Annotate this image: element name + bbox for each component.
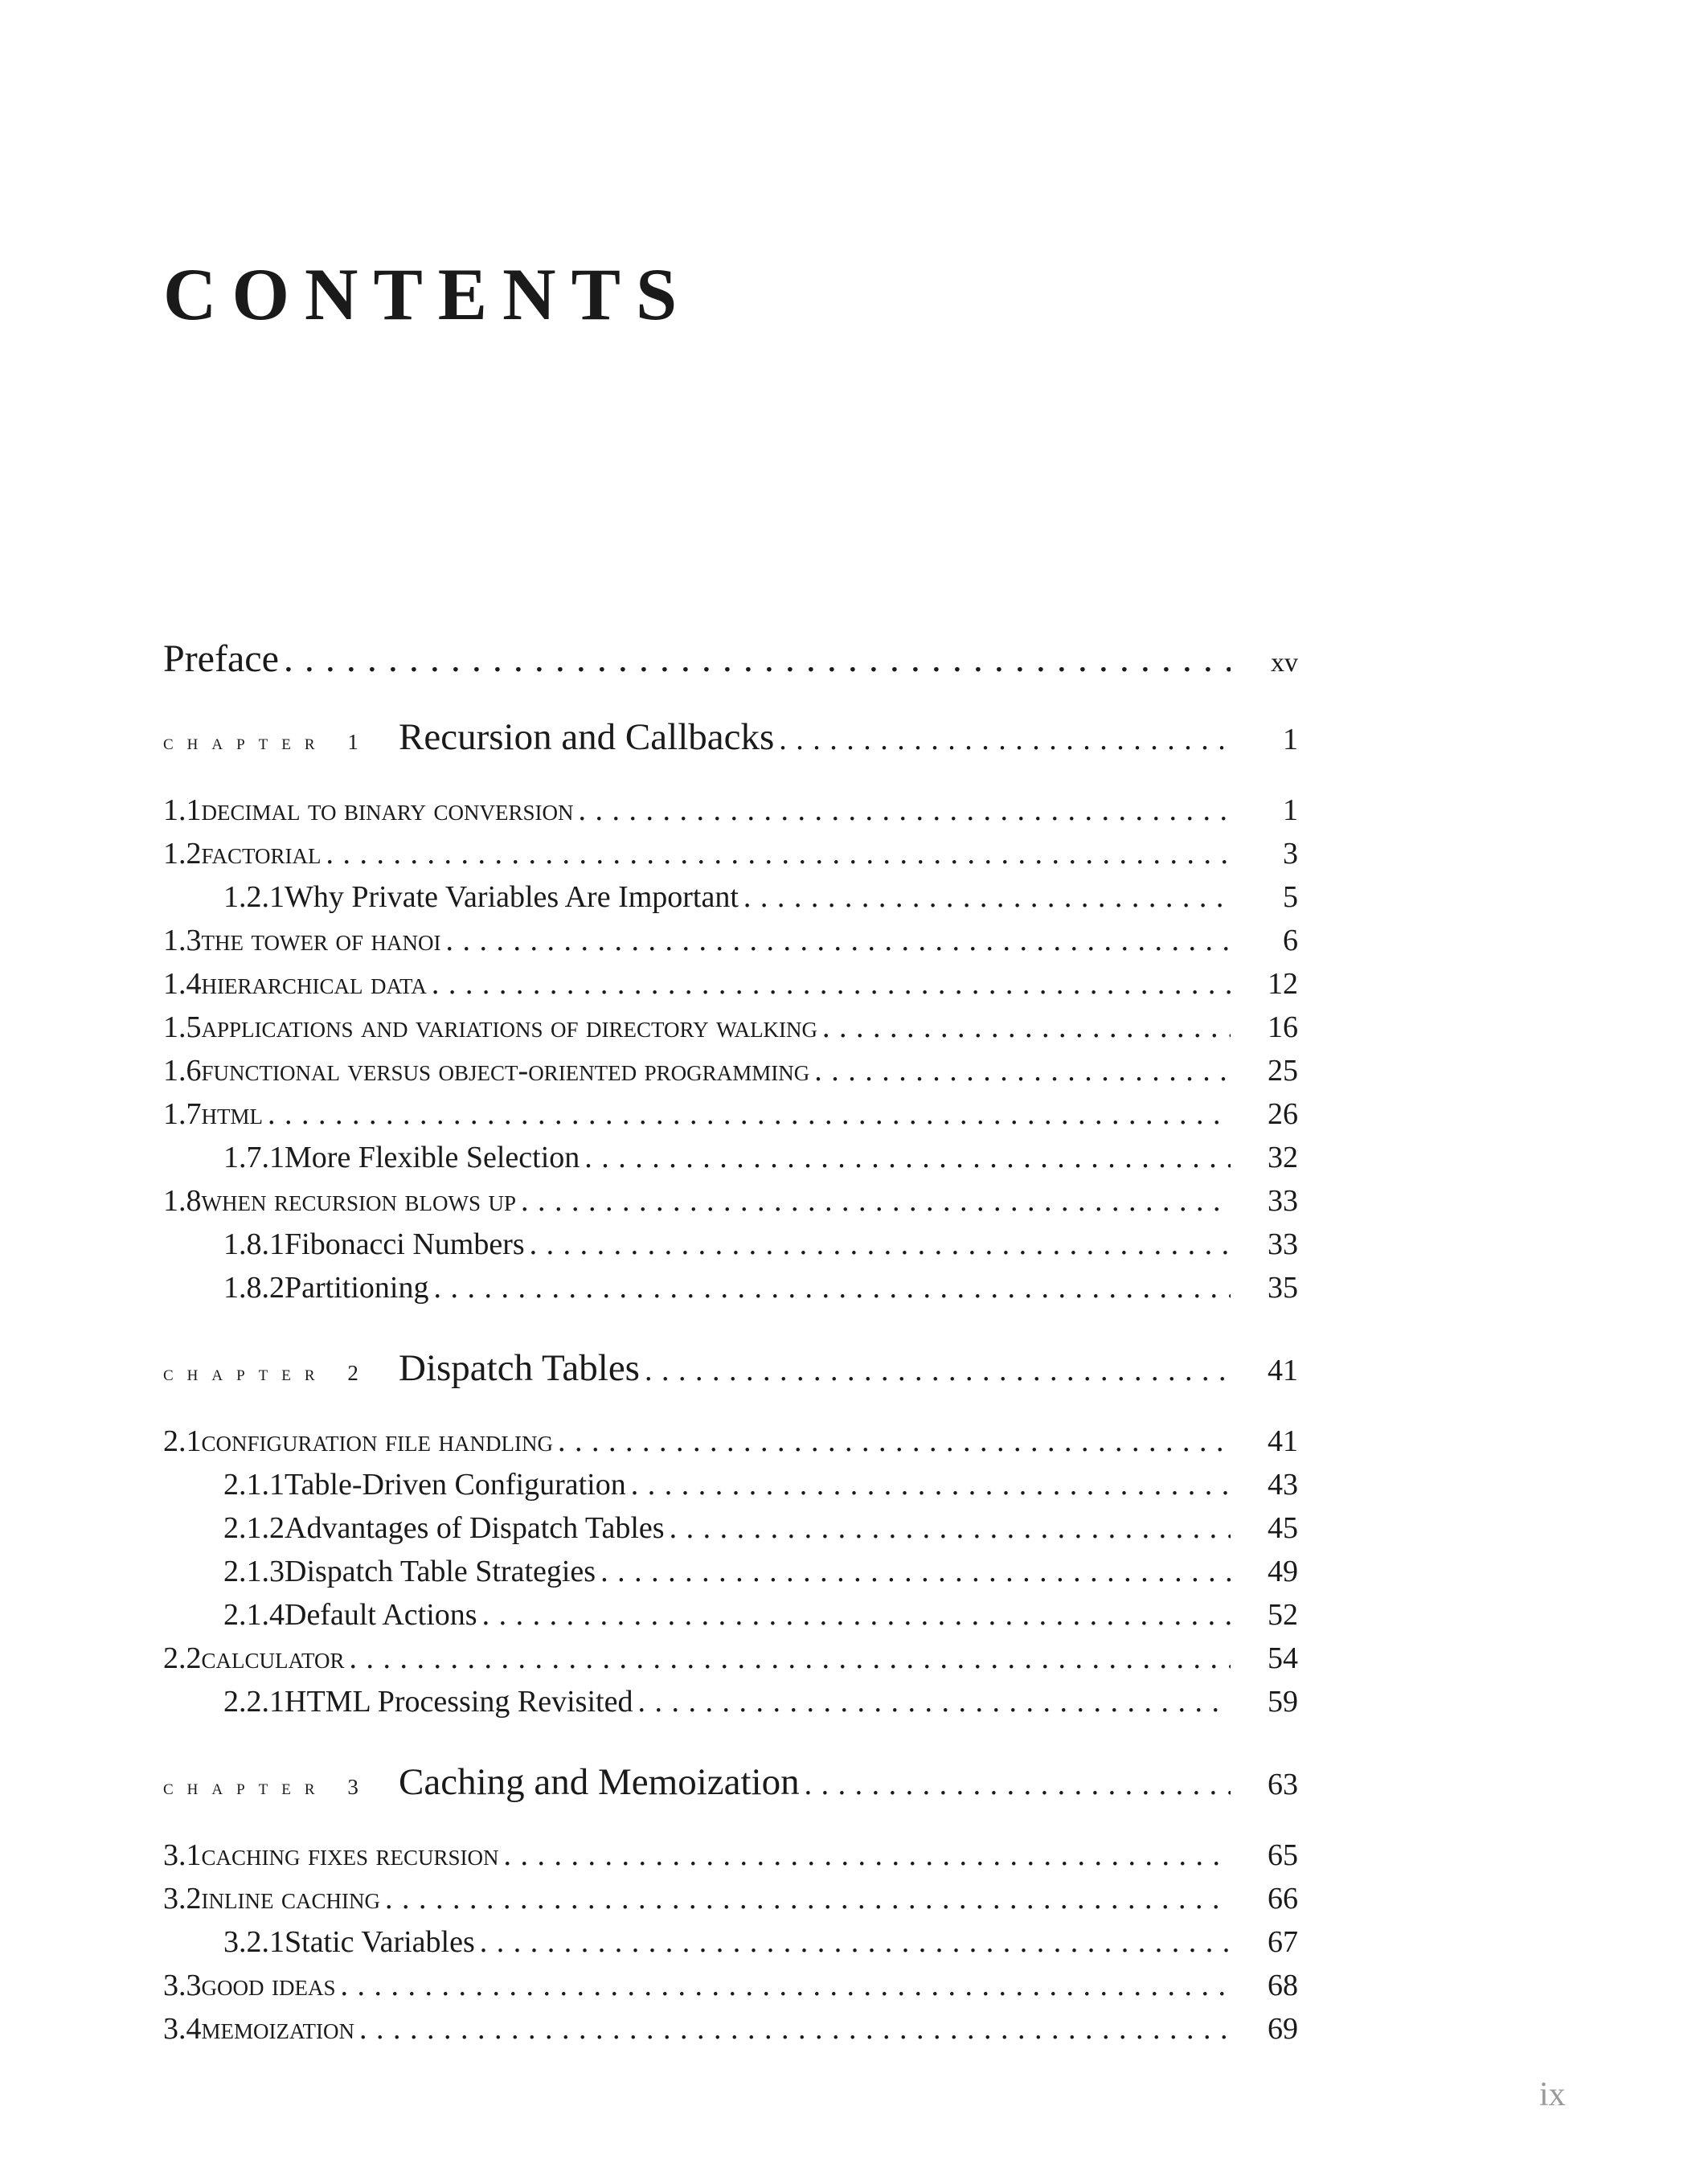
toc-subsection-2-1-2[interactable] (163, 1510, 1298, 1546)
subsection-title: Table-Driven Configuration (285, 1468, 626, 1502)
leader-dots (558, 1424, 1231, 1459)
subsection-title: More Flexible Selection (285, 1141, 580, 1174)
leader-dots (482, 1597, 1231, 1633)
leader-dots (432, 966, 1231, 1002)
leader-dots (530, 1227, 1231, 1262)
page-number: 41 (1268, 1424, 1298, 1458)
chapter-title: Dispatch Tables (399, 1347, 640, 1389)
toc-section-1-7[interactable] (163, 1096, 1298, 1132)
leader-dots (341, 1968, 1231, 2003)
toc-subsection-3-2-1[interactable] (163, 1924, 1298, 1960)
leader-dots (504, 1838, 1231, 1873)
page-number: 16 (1268, 1010, 1298, 1044)
chapter-title: Recursion and Callbacks (399, 716, 775, 758)
subsection-number: 1.8.1 (223, 1227, 285, 1261)
toc-section-1-2[interactable] (163, 836, 1298, 871)
page-number: 33 (1268, 1227, 1298, 1261)
page-number: 32 (1268, 1141, 1298, 1174)
subsection-number: 1.8.2 (223, 1271, 285, 1305)
toc-section-2-2[interactable] (163, 1641, 1298, 1676)
toc-subsection-1-2-1[interactable] (163, 879, 1298, 915)
page-number: 25 (1268, 1054, 1298, 1088)
subsection-title: Static Variables (285, 1925, 475, 1959)
section-number: 3.1 (163, 1838, 202, 1872)
section-title: memoization (201, 2012, 354, 2046)
subsection-title: Partitioning (285, 1271, 429, 1305)
leader-dots (521, 1183, 1231, 1219)
subsection-title: Advantages of Dispatch Tables (285, 1511, 665, 1545)
chapter-label: chapter 1 (163, 730, 372, 754)
page-number: 5 (1283, 880, 1298, 914)
leader-dots (600, 1554, 1231, 1589)
page-number: 66 (1268, 1882, 1298, 1916)
subsection-title: Why Private Variables Are Important (285, 880, 739, 914)
page-number: 49 (1268, 1555, 1298, 1588)
leader-dots (670, 1510, 1231, 1546)
toc-chapter-1[interactable] (163, 715, 1298, 759)
section-title: inline caching (201, 1882, 380, 1916)
leader-dots (445, 923, 1231, 958)
toc-section-3-1[interactable] (163, 1838, 1298, 1873)
page-number: 63 (1268, 1768, 1298, 1801)
toc-section-3-3[interactable] (163, 1968, 1298, 2003)
leader-dots (433, 1270, 1231, 1305)
leader-dots (637, 1684, 1231, 1719)
chapter-title: Caching and Memoization (399, 1761, 800, 1803)
page-number: 43 (1268, 1468, 1298, 1502)
leader-dots (805, 1767, 1231, 1802)
section-number: 1.7 (163, 1097, 202, 1131)
section-number: 1.1 (163, 793, 202, 827)
section-title: hierarchical data (201, 967, 427, 1001)
section-title: factorial (201, 837, 322, 871)
section-title: html (201, 1097, 263, 1131)
section-number: 1.2 (163, 837, 202, 871)
leader-dots (480, 1924, 1231, 1960)
toc-subsection-1-8-1[interactable] (163, 1227, 1298, 1262)
section-number: 3.2 (163, 1882, 202, 1916)
leader-dots (326, 836, 1231, 871)
section-number: 1.5 (163, 1010, 202, 1044)
page-number: 68 (1268, 1969, 1298, 2002)
chapter-label: chapter 3 (163, 1775, 372, 1799)
subsection-number: 2.1.1 (223, 1468, 285, 1502)
section-number: 3.3 (163, 1969, 202, 2002)
page-number: 6 (1283, 924, 1298, 957)
subsection-title: Fibonacci Numbers (285, 1227, 525, 1261)
leader-dots (284, 637, 1231, 681)
toc-section-1-5[interactable] (163, 1010, 1298, 1045)
toc-section-1-1[interactable] (163, 793, 1298, 828)
chapter-label: chapter 2 (163, 1361, 372, 1385)
toc-chapter-3[interactable] (163, 1760, 1298, 1804)
leader-dots (779, 722, 1231, 757)
section-number: 1.3 (163, 924, 202, 957)
section-title: the tower of hanoi (201, 924, 441, 957)
page-number: 59 (1268, 1685, 1298, 1719)
subsection-number: 2.1.2 (223, 1511, 285, 1545)
toc-entry-preface[interactable] (163, 637, 1298, 681)
leader-dots (743, 879, 1231, 915)
toc-subsection-2-1-1[interactable] (163, 1467, 1298, 1502)
leader-dots (385, 1881, 1231, 1916)
leader-dots (359, 2011, 1231, 2047)
page-number: xv (1271, 648, 1298, 678)
toc-chapter-2[interactable] (163, 1346, 1298, 1390)
toc-subsection-2-1-3[interactable] (163, 1554, 1298, 1589)
page-number: 33 (1268, 1184, 1298, 1218)
page-number: 12 (1268, 967, 1298, 1001)
section-title: good ideas (201, 1969, 336, 2002)
page-number: 1 (1283, 723, 1298, 756)
entry-title: Preface (163, 637, 279, 680)
page-number: 1 (1283, 793, 1298, 827)
page-number: 26 (1268, 1097, 1298, 1131)
page-number: 3 (1283, 837, 1298, 871)
subsection-number: 2.1.4 (223, 1598, 285, 1632)
section-title: functional versus object-oriented programming (201, 1054, 810, 1088)
page-number: 35 (1268, 1271, 1298, 1305)
subsection-number: 1.2.1 (223, 880, 285, 914)
subsection-number: 3.2.1 (223, 1925, 285, 1959)
toc-section-1-6[interactable] (163, 1053, 1298, 1088)
toc-section-3-2[interactable] (163, 1881, 1298, 1916)
leader-dots (631, 1467, 1231, 1502)
subsection-title: HTML Processing Revisited (285, 1685, 633, 1719)
section-title: configuration file handling (201, 1424, 553, 1458)
section-number: 2.1 (163, 1424, 202, 1458)
page-number: 45 (1268, 1511, 1298, 1545)
subsection-title: Dispatch Table Strategies (285, 1555, 596, 1588)
leader-dots (645, 1353, 1231, 1388)
page-number: 69 (1268, 2012, 1298, 2046)
page-number: 41 (1268, 1354, 1298, 1387)
page-number: 67 (1268, 1925, 1298, 1959)
section-title: decimal to binary conversion (201, 793, 574, 827)
section-number: 1.8 (163, 1184, 202, 1218)
subsection-number: 2.1.3 (223, 1555, 285, 1588)
leader-dots (268, 1096, 1231, 1132)
leader-dots (584, 1140, 1231, 1175)
section-title: calculator (201, 1641, 345, 1675)
section-number: 1.4 (163, 967, 202, 1001)
subsection-title: Default Actions (285, 1598, 477, 1632)
page-title: CONTENTS (163, 253, 693, 335)
folio-page-number: ix (1539, 2076, 1566, 2113)
section-number: 3.4 (163, 2012, 202, 2046)
toc-subsection-2-1-4[interactable] (163, 1597, 1298, 1633)
toc-section-1-4[interactable] (163, 966, 1298, 1002)
section-title: applications and variations of directory walking (201, 1010, 818, 1044)
leader-dots (814, 1053, 1231, 1088)
toc-section-1-8[interactable] (163, 1183, 1298, 1219)
page-number: 52 (1268, 1598, 1298, 1632)
section-number: 2.2 (163, 1641, 202, 1675)
toc-subsection-1-7-1[interactable] (163, 1140, 1298, 1175)
section-number: 1.6 (163, 1054, 202, 1088)
subsection-number: 1.7.1 (223, 1141, 285, 1174)
toc-subsection-2-2-1[interactable] (163, 1684, 1298, 1719)
page-number: 65 (1268, 1838, 1298, 1872)
leader-dots (579, 793, 1231, 828)
page-number: 54 (1268, 1641, 1298, 1675)
leader-dots (822, 1010, 1231, 1045)
leader-dots (350, 1641, 1231, 1676)
toc-subsection-1-8-2[interactable] (163, 1270, 1298, 1305)
subsection-number: 2.2.1 (223, 1685, 285, 1719)
toc-section-2-1[interactable] (163, 1424, 1298, 1459)
toc-section-3-4[interactable] (163, 2011, 1298, 2047)
section-title: when recursion blows up (201, 1184, 517, 1218)
section-title: caching fixes recursion (201, 1838, 499, 1872)
toc-section-1-3[interactable] (163, 923, 1298, 958)
